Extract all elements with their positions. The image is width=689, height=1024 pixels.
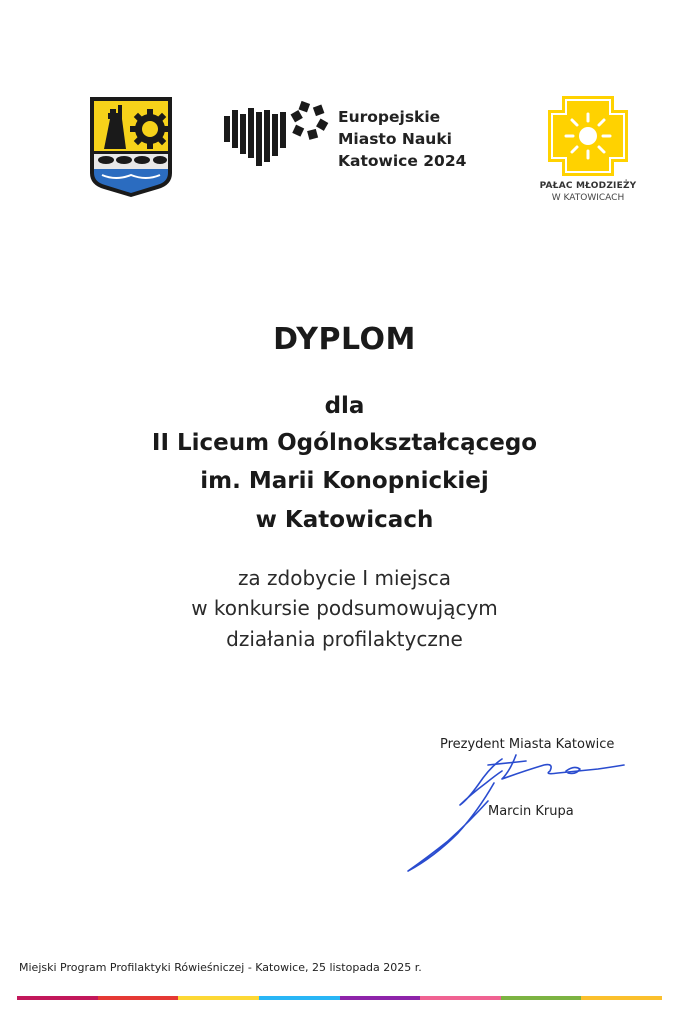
- footer-color-bar: [17, 996, 662, 1000]
- diploma-title: DYPLOM: [273, 322, 416, 357]
- color-bar-segment: [178, 996, 259, 1000]
- color-bar-segment: [259, 996, 340, 1000]
- color-bar-segment: [17, 996, 98, 1000]
- color-bar-segment: [98, 996, 179, 1000]
- school-name-line: im. Marii Konopnickiej: [200, 468, 489, 494]
- palac-name: PAŁAC MŁODZIEŻY: [539, 181, 637, 191]
- award-reason-line: działania profilaktyczne: [226, 627, 463, 651]
- award-reason-line: w konkursie podsumowującym: [191, 596, 498, 620]
- katowice-coat-of-arms-icon: [88, 95, 174, 199]
- european-city-of-science-wordmark: [338, 106, 466, 172]
- award-reason-line: za zdobycie I miejsca: [237, 566, 452, 590]
- school-name-line: w Katowicach: [255, 507, 434, 533]
- signatory-name: Marcin Krupa: [488, 804, 574, 819]
- ems-line: Europejskie: [338, 108, 441, 126]
- european-city-of-science-logo-icon: [222, 100, 332, 172]
- color-bar-segment: [420, 996, 501, 1000]
- diploma-for: dla: [324, 393, 365, 419]
- ems-line: Katowice 2024: [338, 152, 467, 170]
- ems-line: Miasto Nauki: [338, 130, 452, 148]
- school-name-line: II Liceum Ogólnokształcącego: [151, 430, 538, 456]
- color-bar-segment: [501, 996, 582, 1000]
- color-bar-segment: [340, 996, 421, 1000]
- color-bar-segment: [581, 996, 662, 1000]
- palac-mlodziezy-sun-logo-icon: [548, 96, 628, 176]
- palac-subtitle: W KATOWICACH: [551, 193, 625, 203]
- footer-program-note: Miejski Program Profilaktyki Rówieśniczej - Katowice, 25 listopada 2025 r.: [19, 961, 422, 974]
- signatory-title: Prezydent Miasta Katowice: [440, 737, 615, 752]
